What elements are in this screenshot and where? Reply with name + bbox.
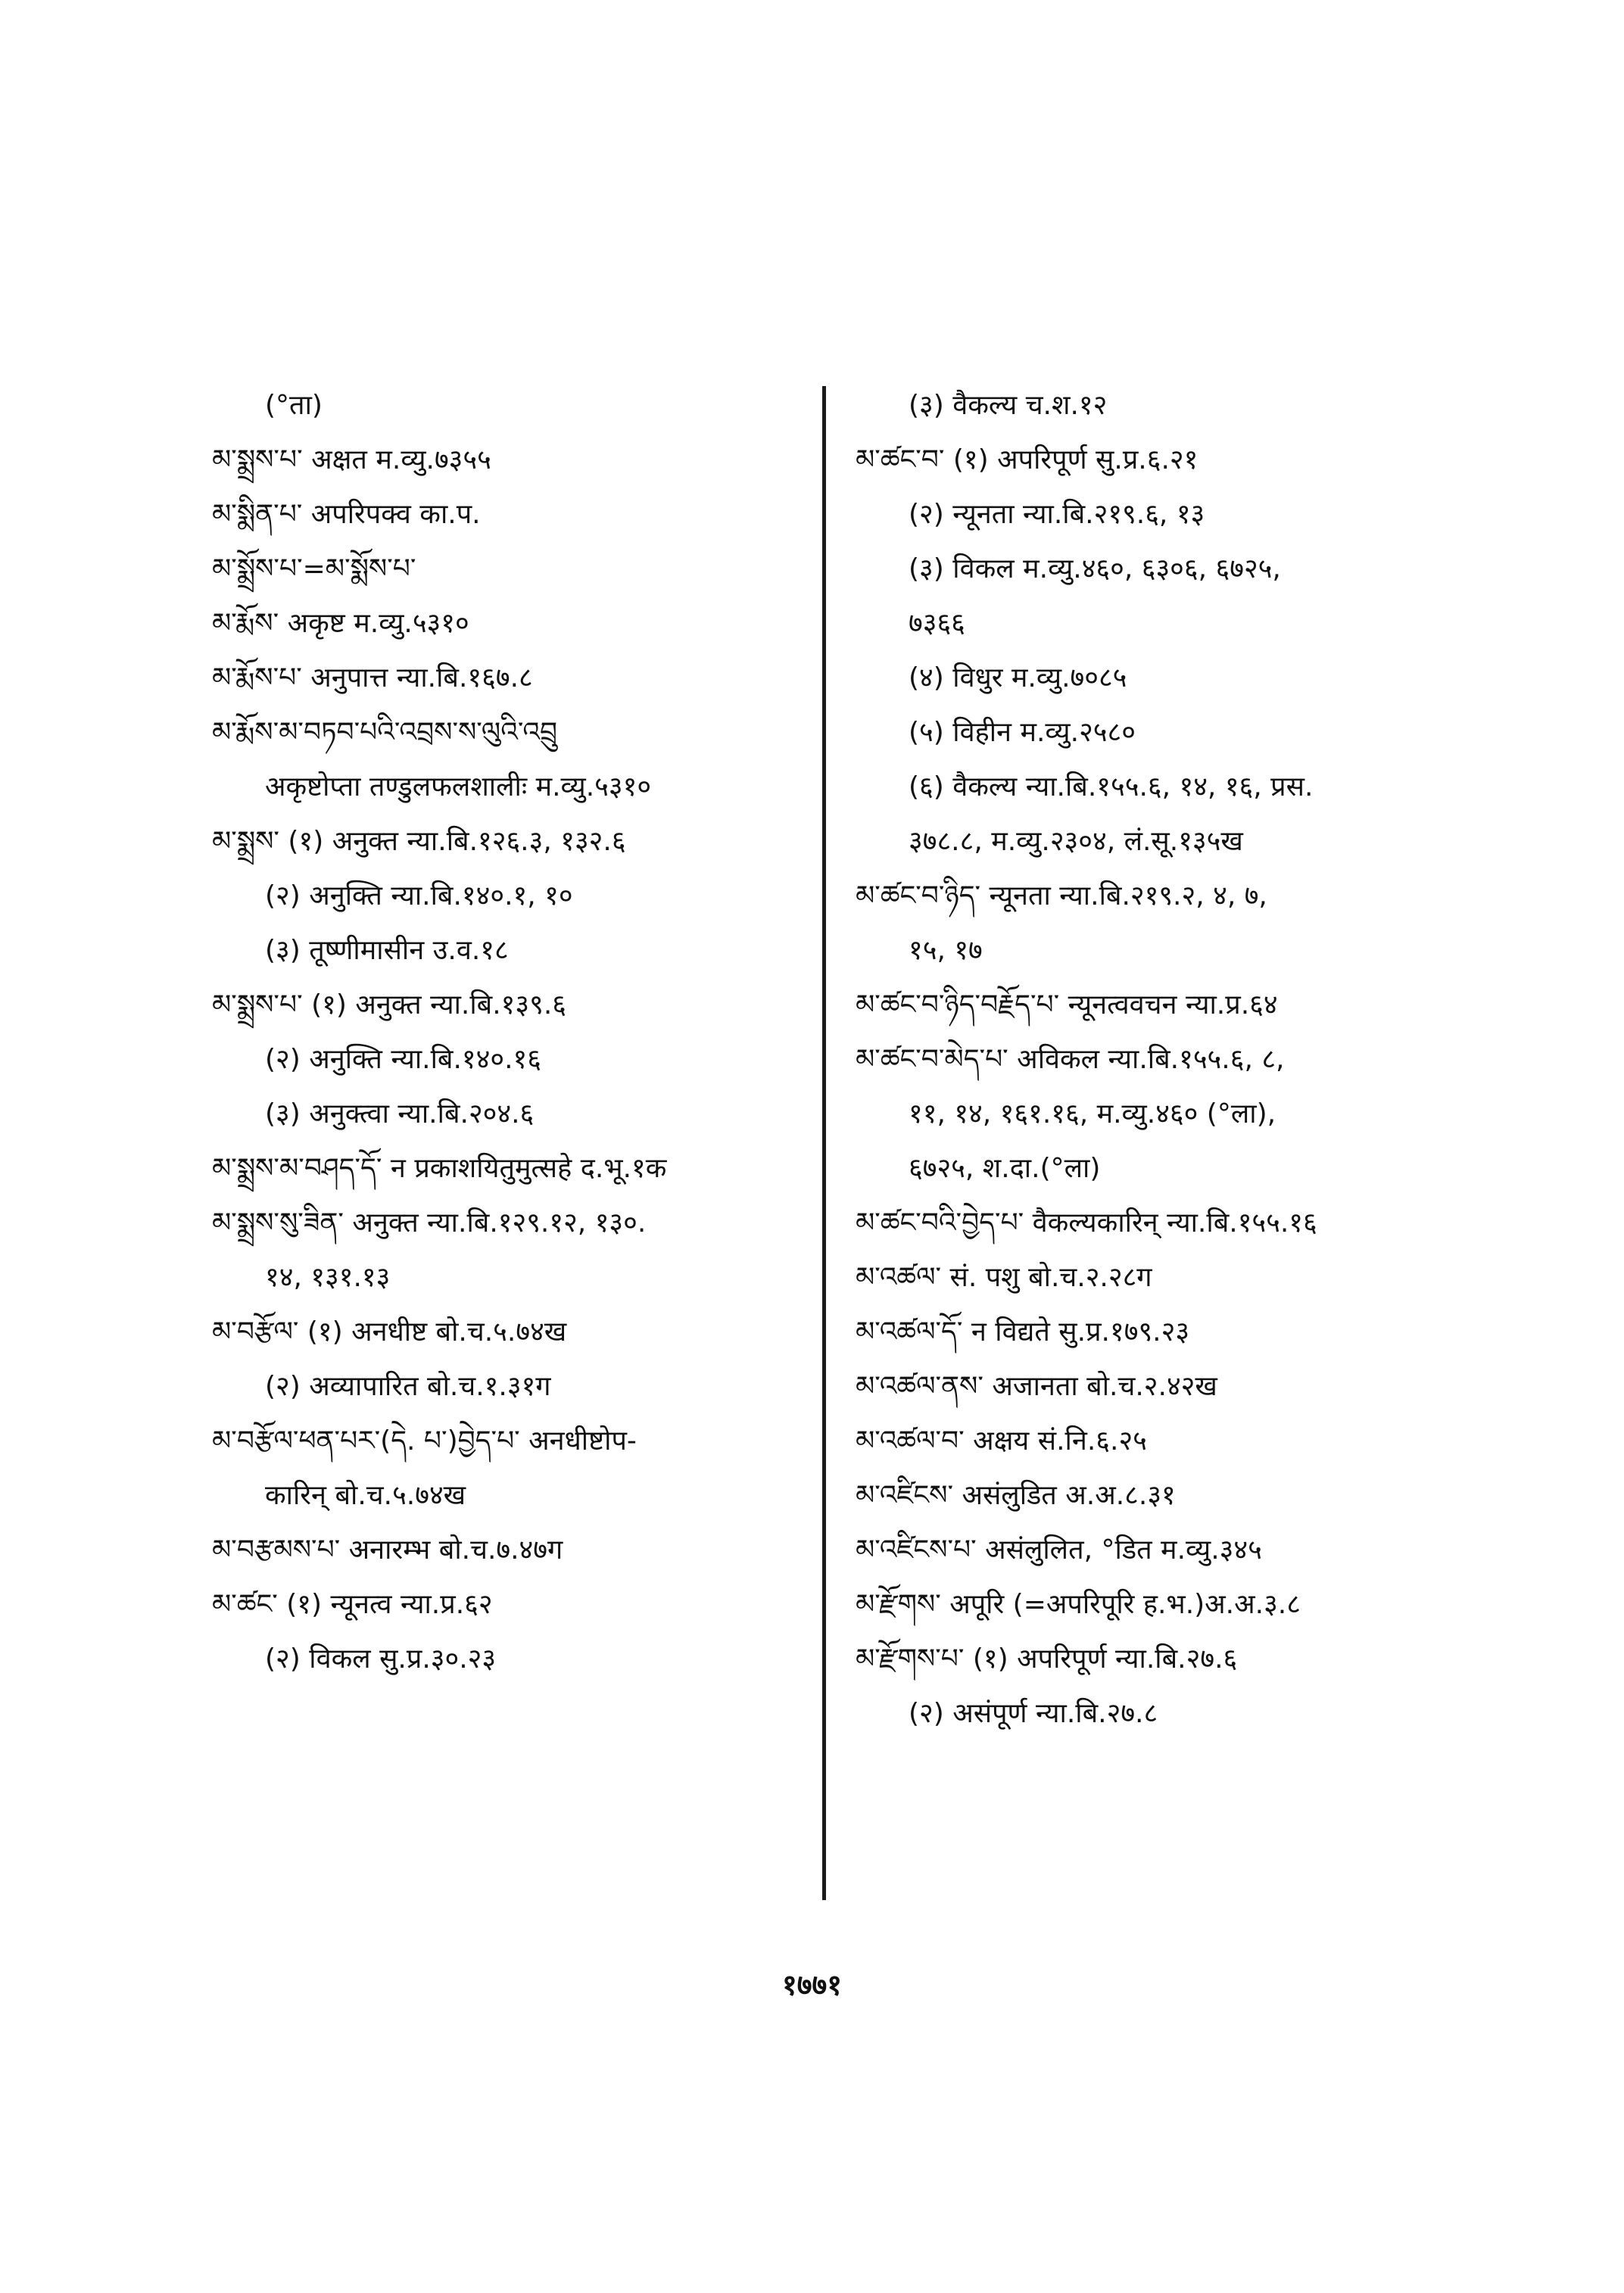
dictionary-entry-line: མ་འཚལ་ सं. पशु बो.च.२.२८ग — [856, 1262, 1152, 1293]
dictionary-entry-line: མ་འཛིངས་ असंलुडित अ.अ.८.३१ — [856, 1480, 1176, 1511]
dictionary-entry-line: कारिन् बो.च.५.७४ख — [265, 1480, 466, 1511]
dictionary-entry-line: མ་ཚང་ (१) न्यूनत्व न्या.प्र.६२ — [212, 1589, 493, 1620]
dictionary-entry-line: མ་རྨོས་མ་བཏབ་པའི་འབྲས་ས་ལུའི་འབྲུ — [212, 717, 558, 748]
dictionary-entry-line: མ་སྨྲས་པ་ अक्षत म.व्यु.७३५५ — [212, 444, 491, 475]
dictionary-entry-line: (२) असंपूर्ण न्या.बि.२७.८ — [909, 1698, 1158, 1729]
dictionary-entry-line: མ་འཚལ་ནས་ अजानता बो.च.२.४२ख — [856, 1371, 1217, 1402]
dictionary-entry-line: १४, १३१.१३ — [265, 1262, 391, 1293]
column-divider — [822, 386, 826, 1900]
dictionary-entry-line: (३) तूष्णीमासीन उ.व.१८ — [265, 935, 509, 966]
dictionary-entry-line: ३७८.८, म.व्यु.२३०४, लं.सू.१३५ख — [909, 826, 1243, 857]
dictionary-entry-line: (२) अव्यापारित बो.च.१.३१ग — [265, 1371, 551, 1402]
dictionary-entry-line: མ་འཚལ་བ་ अक्षय सं.नि.६.२५ — [856, 1425, 1147, 1456]
dictionary-entry-line: (२) अनुक्ति न्या.बि.१४०.१६ — [265, 1044, 541, 1075]
dictionary-entry-line: (३) वैकल्य च.श.१२ — [909, 390, 1108, 421]
dictionary-entry-line: མ་སྨྲས་ (१) अनुक्त न्या.बि.१२६.३, १३२.६ — [212, 826, 626, 857]
dictionary-entry-line: མ་བརྩོལ་ (१) अनधीष्ट बो.च.५.७४ख — [212, 1316, 567, 1347]
dictionary-entry-line: १५, १७ — [909, 935, 983, 966]
dictionary-entry-line: མ་སྨྲོས་པ་=མ་སྨོས་པ་ — [212, 553, 416, 584]
dictionary-entry-line: (४) विधुर म.व्यु.७०८५ — [909, 662, 1127, 693]
page-number: १७७१ — [781, 1968, 843, 2002]
right-column — [856, 379, 1461, 1741]
dictionary-entry-line: (५) विहीन म.व्यु.२५८० — [909, 717, 1136, 748]
left-column — [212, 379, 810, 1687]
dictionary-entry-line: ७३६६ — [909, 608, 965, 639]
dictionary-entry-line: ११, १४, १६१.१६, म.व्यु.४६० (°ला), — [909, 1098, 1276, 1129]
dictionary-entry-line: མ་སྨྲས་སུ་ཟིན་ अनुक्त न्या.बि.१२९.१२, १३०. — [212, 1207, 647, 1238]
dictionary-entry-line: མ་ཚང་བ་ཉིད་ न्यूनता न्या.बि.२१९.२, ४, ७, — [856, 880, 1267, 911]
dictionary-entry-line: (२) अनुक्ति न्या.बि.१४०.१, १० — [265, 880, 573, 911]
dictionary-entry-line: མ་སྨྲས་པ་ (१) अनुक्त न्या.बि.१३९.६ — [212, 989, 566, 1020]
dictionary-entry-line: མ་རྨོས་ अकृष्ट म.व्यु.५३१० — [212, 608, 469, 639]
dictionary-entry-line: མ་ཚང་བ་མེད་པ་ अविकल न्या.बि.१५५.६, ८, — [856, 1044, 1285, 1075]
dictionary-entry-line: མ་འཚལ་དོ་ न विद्यते सु.प्र.१७९.२३ — [856, 1316, 1190, 1347]
dictionary-entry-line: མ་སྨྲས་མ་བཤད་དོ་ न प्रकाशयितुमुत्सहे द.भू.१क — [212, 1153, 667, 1184]
dictionary-entry-line: (३) विकल म.व्यु.४६०, ६३०६, ६७२५, — [909, 553, 1281, 584]
dictionary-entry-line: (२) न्यूनता न्या.बि.२१९.६, १३ — [909, 499, 1205, 530]
dictionary-entry-line: མ་བརྩོལ་ཕན་པར་(དེ. པ་)བྱེད་པ་ अनधीष्टोप- — [212, 1425, 637, 1456]
dictionary-entry-line: མ་ཚང་བ་ཉིད་བརྗོད་པ་ न्यूनत्ववचन न्या.प्र.६४ — [856, 989, 1278, 1020]
dictionary-entry-line: མ་ཚང་བའི་བྱེད་པ་ वैकल्यकारिन् न्या.बि.१५५.१६ — [856, 1207, 1317, 1238]
dictionary-entry-line: མ་རྫོགས་ अपूरि (=अपरिपूरि ह.भ.)अ.अ.३.८ — [856, 1589, 1301, 1620]
dictionary-entry-line: མ་རྨོས་པ་ अनुपात्त न्या.बि.१६७.८ — [212, 662, 533, 693]
dictionary-entry-line: अकृष्टोप्ता तण्डुलफलशालीः म.व्यु.५३१० — [265, 771, 652, 802]
dictionary-entry-line: (२) विकल सु.प्र.३०.२३ — [265, 1643, 497, 1675]
dictionary-entry-line: མ་འཛིངས་པ་ असंलुलित, °डित म.व्यु.३४५ — [856, 1534, 1262, 1566]
dictionary-entry-line: (°ता) — [265, 390, 323, 421]
dictionary-entry-line: (३) अनुक्त्वा न्या.बि.२०४.६ — [265, 1098, 535, 1129]
dictionary-entry-line: མ་ཚང་བ་ (१) अपरिपूर्ण सु.प्र.६.२१ — [856, 444, 1199, 475]
dictionary-entry-line: ६७२५, श.दा.(°ला) — [909, 1153, 1101, 1184]
dictionary-entry-line: མ་སྨིན་པ་ अपरिपक्व का.प. — [212, 499, 481, 530]
dictionary-entry-line: (६) वैकल्य न्या.बि.१५५.६, १४, १६, प्रस. — [909, 771, 1314, 802]
dictionary-entry-line: མ་བརྩམས་པ་ अनारम्भ बो.च.७.४७ग — [212, 1534, 563, 1566]
dictionary-entry-line: མ་རྫོགས་པ་ (१) अपरिपूर्ण न्या.बि.२७.६ — [856, 1643, 1238, 1675]
